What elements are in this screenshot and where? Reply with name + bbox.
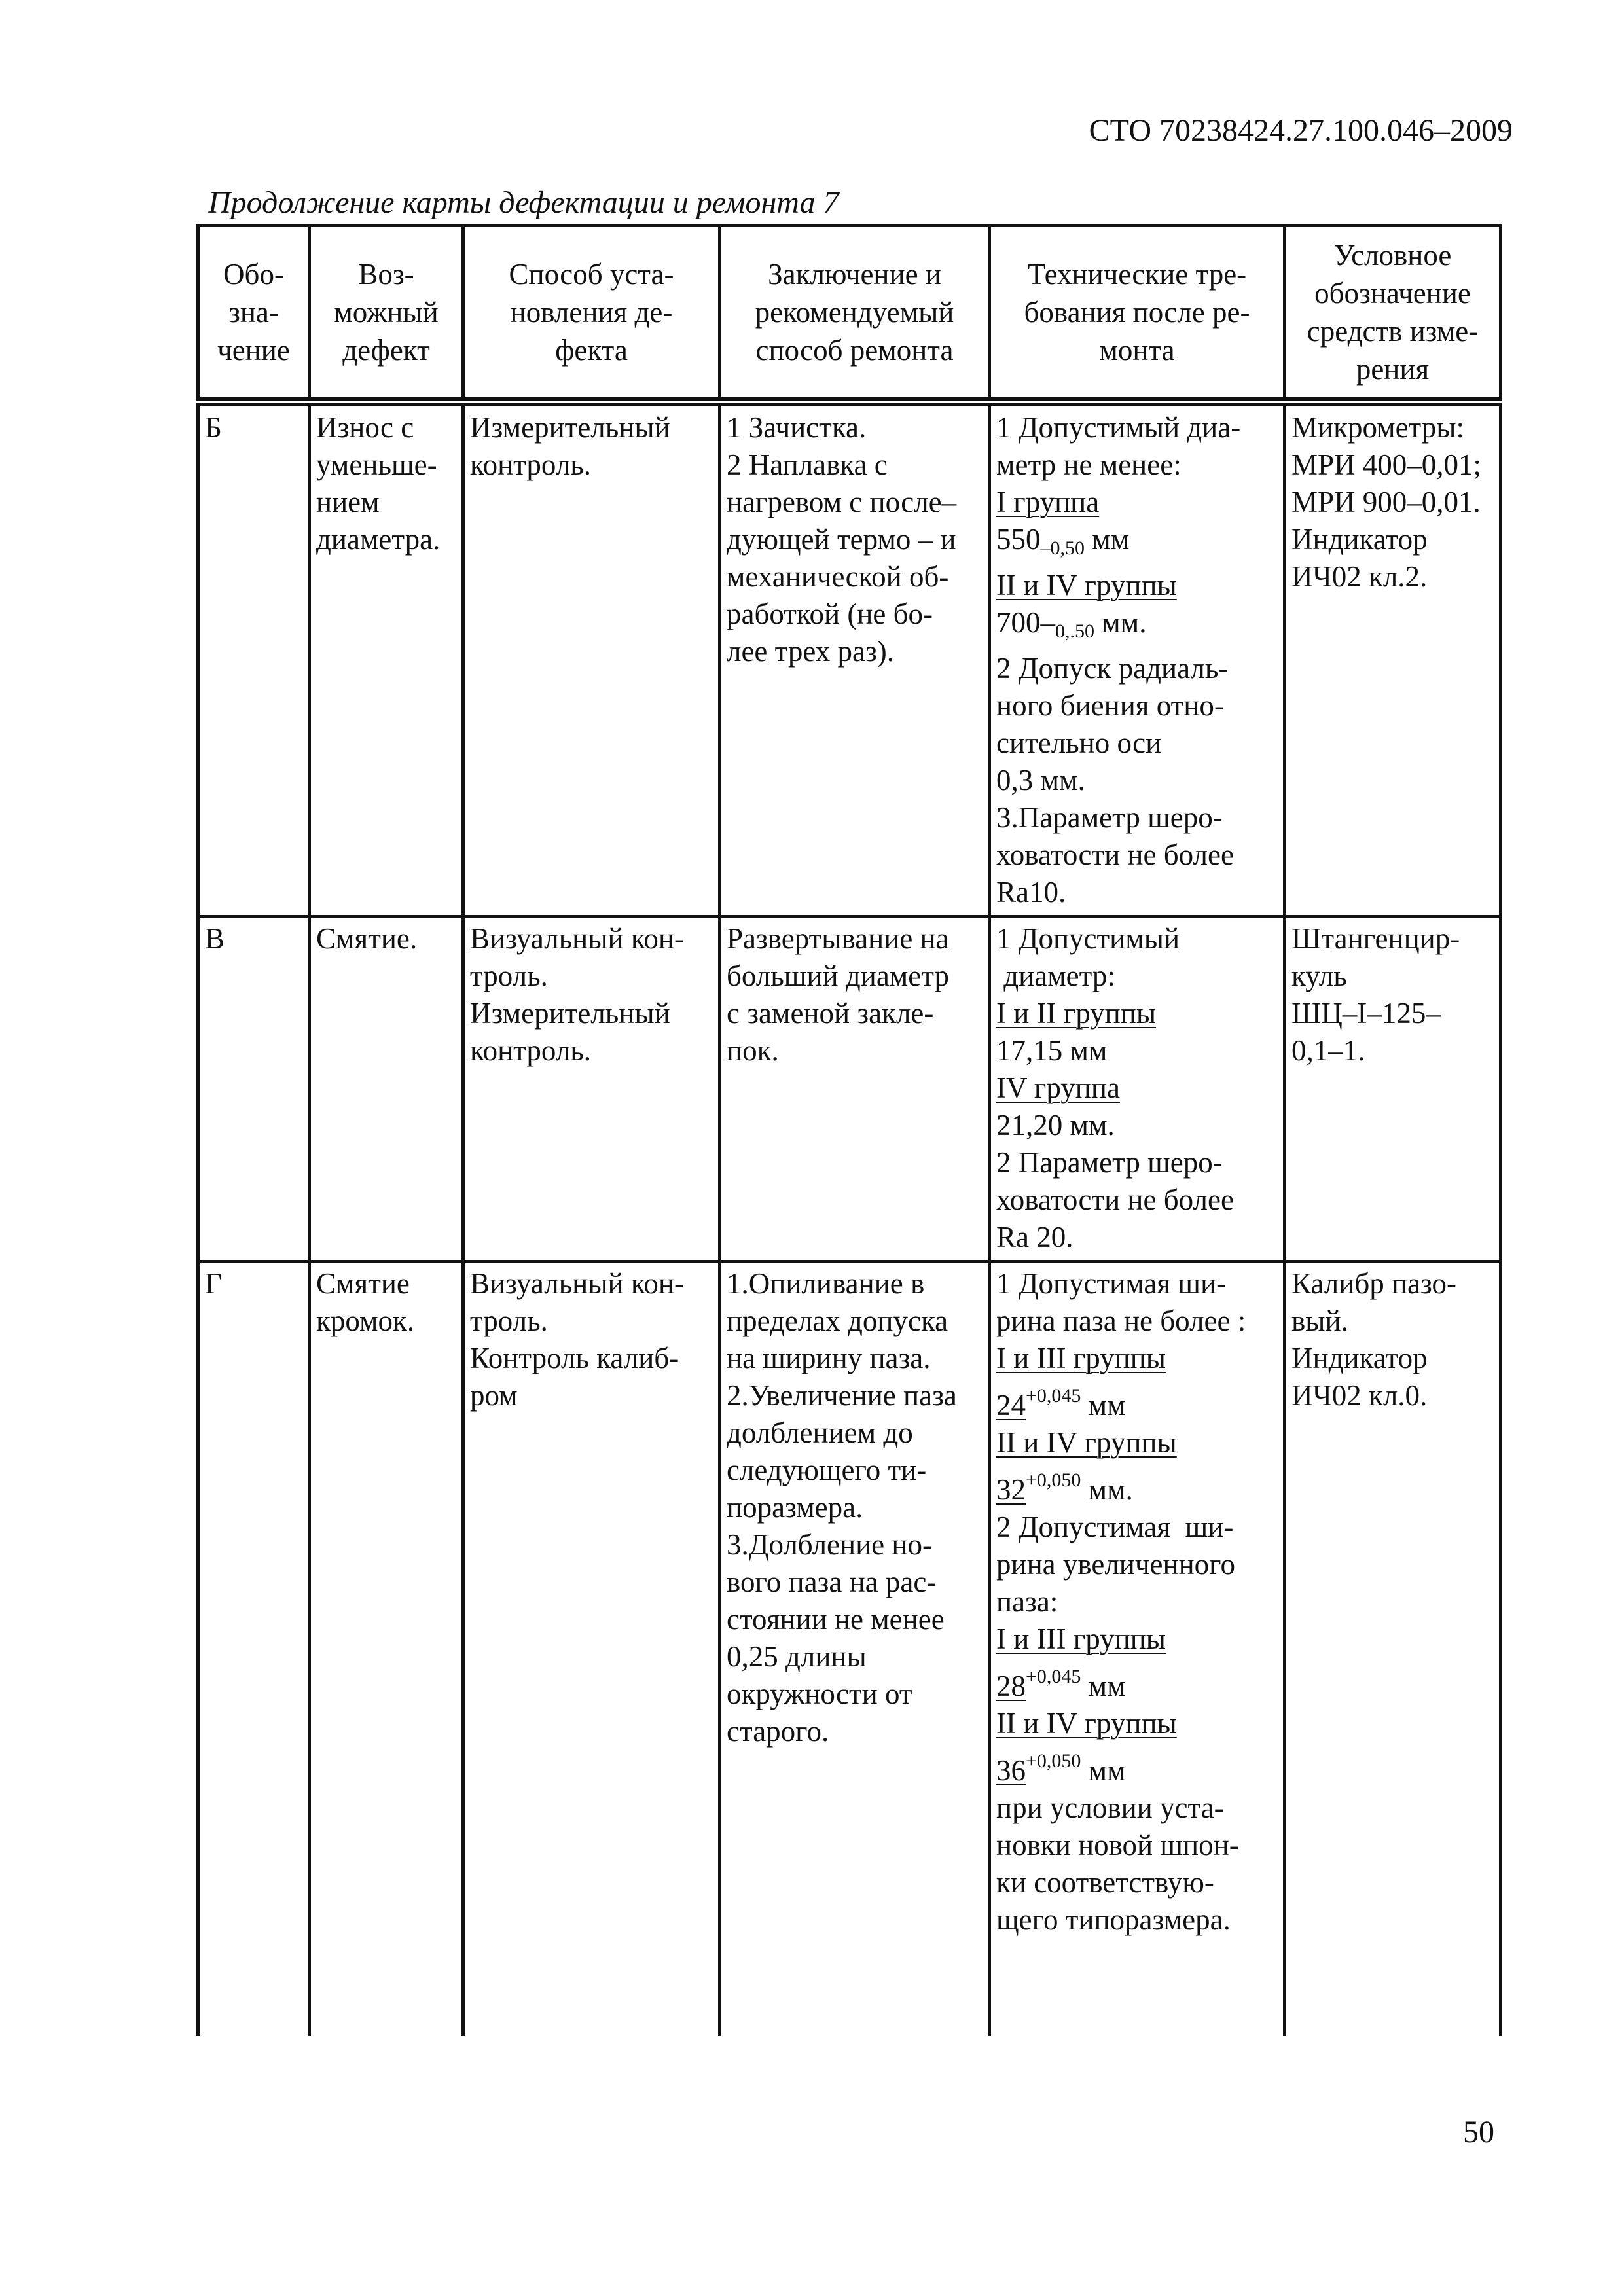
cell-repair: Развертывание на больший диаметр с заменой закле- пок. <box>720 916 990 1261</box>
cell-repair: 1.Опиливание в пределах допуска на ширину паза. 2.Увеличение паза долблением до следующего ти- поразмера. 3.Долбление но- вого паза на рас- стоянии не менее 0,25 длины окружности от старого. <box>720 1261 990 2036</box>
cell-method: Визуальный кон- троль. Измерительный контроль. <box>463 916 720 1261</box>
header-designation: Обо- зна- чение <box>198 226 310 403</box>
defect-repair-table <box>196 224 1502 2036</box>
cell-repair: 1 Зачистка. 2 Наплавка с нагревом с после– дующей термо – и механической об- работкой (не бо- лее трех раз). <box>720 402 990 916</box>
table-header-row <box>198 226 1501 403</box>
header-repair-method: Заключение и рекомендуемый способ ремонта <box>720 226 990 403</box>
cell-method: Измерительный контроль. <box>463 402 720 916</box>
header-detection-method: Способ уста- новления де- фекта <box>463 226 720 403</box>
header-defect: Воз- можный дефект <box>310 226 463 403</box>
cell-code: Г <box>198 1261 310 2036</box>
page-number: 50 <box>1463 2115 1494 2149</box>
cell-requirements: 1 Допустимый диа- метр не менее: I группа $550_{-0,50}$ мм II и IV группы $700-_{0,.50}$ мм. 2 Допуск радиаль- ного биения отно- сительно оси 0,3 мм. 3.Параметр шеро- ховатости не более Ra10. <box>990 402 1285 916</box>
header-measuring-tools: Условное обозначение средств изме- рения <box>1285 226 1501 403</box>
cell-defect: Смятие кромок. <box>310 1261 463 2036</box>
header-tech-requirements: Технические тре- бования после ре- монта <box>990 226 1285 403</box>
table-caption: Продолжение карты дефектации и ремонта 7 <box>208 185 839 220</box>
cell-defect: Износ с уменьше- нием диаметра. <box>310 402 463 916</box>
cell-defect: Смятие. <box>310 916 463 1261</box>
cell-tools: Штангенцир- куль ШЦ–I–125– 0,1–1. <box>1285 916 1501 1261</box>
cell-method: Визуальный кон- троль. Контроль калиб- ром <box>463 1261 720 2036</box>
cell-requirements: 1 Допустимая ши- рина паза не более : I и III группы $24^{+0,045}$ мм II и IV группы $32^{+0,050}$ мм. 2 Допустимая ши- рина увеличенного паза: I и III группы $28^{+0,045}$ мм II и IV группы $36^{+0,050}$ мм при условии уста- новки новой шпон- ки соответствую- щего типоразмера. <box>990 1261 1285 2036</box>
cell-code: В <box>198 916 310 1261</box>
cell-tools: Калибр пазо- вый. Индикатор ИЧ02 кл.0. <box>1285 1261 1501 2036</box>
cell-requirements: 1 Допустимый диаметр: I и II группы 17,15 мм IV группа 21,20 мм. 2 Параметр шеро- ховатости не более Ra 20. <box>990 916 1285 1261</box>
table-row <box>198 402 1501 916</box>
document-code: СТО 70238424.27.100.046–2009 <box>1089 113 1513 148</box>
table-row <box>198 916 1501 1261</box>
cell-tools: Микрометры: МРИ 400–0,01; МРИ 900–0,01. Индикатор ИЧ02 кл.2. <box>1285 402 1501 916</box>
cell-code: Б <box>198 402 310 916</box>
table-row <box>198 1261 1501 2036</box>
